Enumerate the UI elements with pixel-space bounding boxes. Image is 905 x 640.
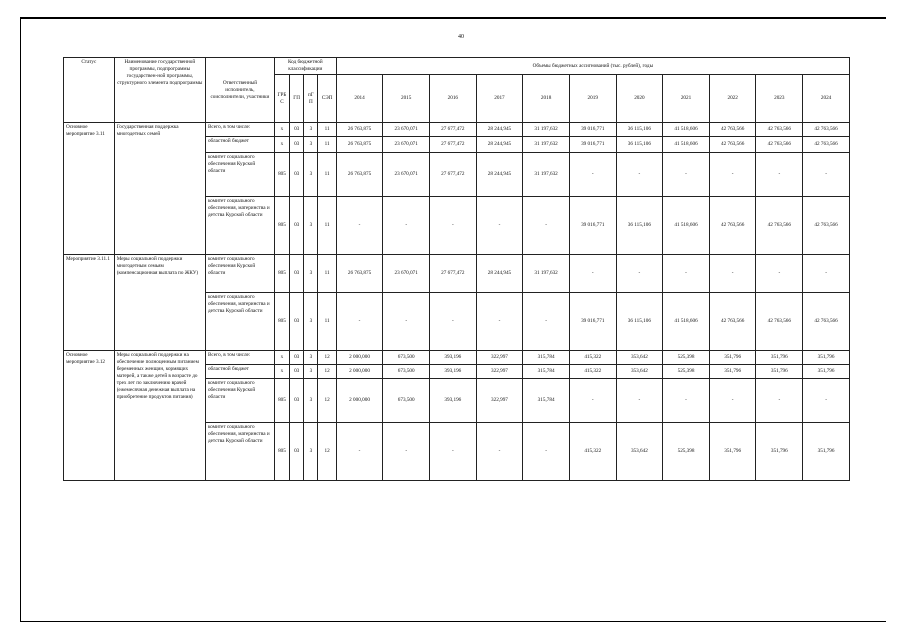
value-cell-2019: 415,322 <box>569 423 616 481</box>
value-cell-2023: 42 763,566 <box>756 293 803 351</box>
table-row <box>64 255 850 293</box>
code-cell: 03 <box>290 255 304 293</box>
value-cell-2016: 393,196 <box>430 351 477 365</box>
value-cell-2015: - <box>383 293 430 351</box>
value-cell-2021: 525,398 <box>663 423 710 481</box>
budget-table <box>63 57 850 481</box>
executor-cell: комитет социального обеспечения Курской области <box>205 153 274 197</box>
status-cell: Основное мероприятие 3.12 <box>64 351 115 481</box>
value-cell-2019: - <box>569 379 616 423</box>
value-cell-2023: 42 763,566 <box>756 197 803 255</box>
value-cell-2016: 27 677,472 <box>430 123 477 137</box>
value-cell-2017: 28 244,945 <box>476 123 523 137</box>
header-year-2019: 2019 <box>569 75 616 123</box>
header-code-1: ГП <box>290 75 304 123</box>
value-cell-2019: - <box>569 153 616 197</box>
value-cell-2014: 2 000,000 <box>336 351 383 365</box>
executor-cell: комитет социального обеспечения Курской области <box>205 379 274 423</box>
value-cell-2014: - <box>336 293 383 351</box>
code-cell: 3 <box>304 153 318 197</box>
header-volume-group: Объемы бюджетных ассигнований (тыс. рублей), годы <box>336 58 849 75</box>
value-cell-2024: 42 763,566 <box>803 293 850 351</box>
value-cell-2017: 28 244,945 <box>476 153 523 197</box>
value-cell-2024: - <box>803 379 850 423</box>
value-cell-2022: - <box>709 153 756 197</box>
value-cell-2016: 27 677,472 <box>430 137 477 153</box>
value-cell-2014: 26 763,875 <box>336 255 383 293</box>
table-row <box>64 123 850 137</box>
value-cell-2023: 351,796 <box>756 351 803 365</box>
code-cell: 12 <box>318 365 336 379</box>
value-cell-2017: 322,997 <box>476 351 523 365</box>
header-year-2024: 2024 <box>803 75 850 123</box>
code-cell: х <box>274 137 289 153</box>
value-cell-2023: - <box>756 255 803 293</box>
code-cell: 805 <box>274 379 289 423</box>
value-cell-2014: 26 763,875 <box>336 123 383 137</box>
code-cell: 805 <box>274 255 289 293</box>
code-cell: 3 <box>304 293 318 351</box>
header-code-group: Код бюджетной классификации <box>274 58 336 75</box>
code-cell: 03 <box>290 351 304 365</box>
code-cell: 12 <box>318 351 336 365</box>
value-cell-2021: - <box>663 379 710 423</box>
value-cell-2015: - <box>383 197 430 255</box>
page-number: 40 <box>458 34 464 40</box>
value-cell-2015: 23 670,071 <box>383 123 430 137</box>
code-cell: 03 <box>290 379 304 423</box>
value-cell-2020: 353,642 <box>616 351 663 365</box>
status-cell: Мероприятие 3.11.1 <box>64 255 115 351</box>
code-cell: 3 <box>304 351 318 365</box>
code-cell: 805 <box>274 197 289 255</box>
value-cell-2018: - <box>523 293 570 351</box>
value-cell-2016: - <box>430 423 477 481</box>
value-cell-2020: - <box>616 379 663 423</box>
value-cell-2015: 23 670,071 <box>383 137 430 153</box>
value-cell-2022: 42 763,566 <box>709 137 756 153</box>
value-cell-2020: 353,642 <box>616 423 663 481</box>
value-cell-2017: - <box>476 423 523 481</box>
program-name-cell: Меры социальной поддержки на обеспечение полноценным питанием беременных женщин, кормящих матерей, а также детей в возрасте до трех лет по заключению врачей (ежемесячная денежная выплата на приобретение продуктов питания) <box>114 351 205 481</box>
value-cell-2019: 39 016,771 <box>569 137 616 153</box>
value-cell-2022: 42 763,566 <box>709 197 756 255</box>
value-cell-2018: 31 197,632 <box>523 123 570 137</box>
code-cell: 3 <box>304 255 318 293</box>
header-year-2020: 2020 <box>616 75 663 123</box>
header-year-2015: 2015 <box>383 75 430 123</box>
header-name: Наименование государственной программы, подпрограммы государствен-ной программы, структурного элемента подпрограммы <box>114 58 205 123</box>
value-cell-2017: - <box>476 197 523 255</box>
value-cell-2015: 673,500 <box>383 365 430 379</box>
program-name-cell: Меры социальной поддержки многодетным семьям (компенсационная выплата по ЖКУ) <box>114 255 205 351</box>
value-cell-2022: 42 763,566 <box>709 123 756 137</box>
value-cell-2023: - <box>756 153 803 197</box>
value-cell-2014: 26 763,875 <box>336 153 383 197</box>
value-cell-2014: 2 000,000 <box>336 379 383 423</box>
value-cell-2017: - <box>476 293 523 351</box>
code-cell: 805 <box>274 153 289 197</box>
value-cell-2022: 42 763,566 <box>709 293 756 351</box>
value-cell-2024: - <box>803 153 850 197</box>
code-cell: 03 <box>290 365 304 379</box>
value-cell-2022: - <box>709 379 756 423</box>
value-cell-2020: 36 115,106 <box>616 293 663 351</box>
executor-cell: областной бюджет <box>205 137 274 153</box>
value-cell-2019: 415,322 <box>569 351 616 365</box>
value-cell-2021: 41 518,606 <box>663 123 710 137</box>
value-cell-2017: 322,997 <box>476 379 523 423</box>
value-cell-2014: - <box>336 423 383 481</box>
header-year-2016: 2016 <box>430 75 477 123</box>
table-row <box>64 351 850 365</box>
value-cell-2015: 673,500 <box>383 351 430 365</box>
value-cell-2019: 39 016,771 <box>569 293 616 351</box>
value-cell-2021: - <box>663 153 710 197</box>
value-cell-2021: 41 518,606 <box>663 197 710 255</box>
header-year-2018: 2018 <box>523 75 570 123</box>
value-cell-2016: - <box>430 197 477 255</box>
value-cell-2014: - <box>336 197 383 255</box>
executor-cell: Всего, в том числе: <box>205 123 274 137</box>
status-cell: Основное мероприятие 3.11 <box>64 123 115 255</box>
code-cell: 12 <box>318 379 336 423</box>
value-cell-2022: 351,796 <box>709 423 756 481</box>
value-cell-2024: 42 763,566 <box>803 197 850 255</box>
value-cell-2024: 351,796 <box>803 365 850 379</box>
value-cell-2022: 351,796 <box>709 365 756 379</box>
value-cell-2021: 525,398 <box>663 351 710 365</box>
code-cell: 3 <box>304 197 318 255</box>
code-cell: 805 <box>274 423 289 481</box>
value-cell-2019: 39 016,771 <box>569 197 616 255</box>
value-cell-2018: 31 197,632 <box>523 153 570 197</box>
value-cell-2016: - <box>430 293 477 351</box>
value-cell-2021: 525,398 <box>663 365 710 379</box>
code-cell: 03 <box>290 137 304 153</box>
header-executor: Ответственный исполнитель, соисполнители, участники <box>205 58 274 123</box>
value-cell-2016: 393,196 <box>430 379 477 423</box>
value-cell-2023: 42 763,566 <box>756 137 803 153</box>
value-cell-2018: 31 197,632 <box>523 255 570 293</box>
header-code-0: ГРБС <box>274 75 289 123</box>
code-cell: 11 <box>318 123 336 137</box>
value-cell-2015: 23 670,071 <box>383 255 430 293</box>
value-cell-2022: 351,796 <box>709 351 756 365</box>
value-cell-2020: 36 115,106 <box>616 137 663 153</box>
program-name-cell: Государственная поддержка многодетных семей <box>114 123 205 255</box>
header-code-2: пГП <box>304 75 318 123</box>
value-cell-2023: 351,796 <box>756 423 803 481</box>
code-cell: х <box>274 123 289 137</box>
header-year-2023: 2023 <box>756 75 803 123</box>
code-cell: х <box>274 351 289 365</box>
code-cell: 3 <box>304 423 318 481</box>
value-cell-2024: - <box>803 255 850 293</box>
value-cell-2021: 41 518,606 <box>663 293 710 351</box>
value-cell-2016: 393,196 <box>430 365 477 379</box>
header-year-2014: 2014 <box>336 75 383 123</box>
executor-cell: комитет социального обеспечения, материнства и детства Курской области <box>205 293 274 351</box>
value-cell-2018: 315,784 <box>523 365 570 379</box>
header-code-3: СЭП <box>318 75 336 123</box>
value-cell-2017: 322,997 <box>476 365 523 379</box>
executor-cell: комитет социального обеспечения, материнства и детства Курской области <box>205 423 274 481</box>
value-cell-2023: - <box>756 379 803 423</box>
value-cell-2015: 23 670,071 <box>383 153 430 197</box>
value-cell-2024: 351,796 <box>803 423 850 481</box>
code-cell: 03 <box>290 123 304 137</box>
executor-cell: комитет социального обеспечения Курской области <box>205 255 274 293</box>
code-cell: 11 <box>318 153 336 197</box>
value-cell-2018: 31 197,632 <box>523 137 570 153</box>
code-cell: 3 <box>304 365 318 379</box>
value-cell-2021: - <box>663 255 710 293</box>
value-cell-2018: - <box>523 197 570 255</box>
value-cell-2024: 42 763,566 <box>803 123 850 137</box>
value-cell-2014: 26 763,875 <box>336 137 383 153</box>
code-cell: 03 <box>290 293 304 351</box>
value-cell-2017: 28 244,945 <box>476 255 523 293</box>
value-cell-2018: 315,784 <box>523 351 570 365</box>
code-cell: 3 <box>304 379 318 423</box>
code-cell: 03 <box>290 197 304 255</box>
value-cell-2019: - <box>569 255 616 293</box>
value-cell-2022: - <box>709 255 756 293</box>
code-cell: 11 <box>318 293 336 351</box>
value-cell-2020: 36 115,106 <box>616 123 663 137</box>
code-cell: 03 <box>290 153 304 197</box>
code-cell: 11 <box>318 255 336 293</box>
value-cell-2023: 351,796 <box>756 365 803 379</box>
value-cell-2018: - <box>523 423 570 481</box>
value-cell-2015: - <box>383 423 430 481</box>
code-cell: 3 <box>304 137 318 153</box>
value-cell-2016: 27 677,472 <box>430 153 477 197</box>
executor-cell: Всего, в том числе: <box>205 351 274 365</box>
executor-cell: областной бюджет <box>205 365 274 379</box>
value-cell-2014: 2 000,000 <box>336 365 383 379</box>
value-cell-2015: 673,500 <box>383 379 430 423</box>
value-cell-2018: 315,784 <box>523 379 570 423</box>
value-cell-2020: 353,642 <box>616 365 663 379</box>
code-cell: 11 <box>318 197 336 255</box>
code-cell: 805 <box>274 293 289 351</box>
value-cell-2023: 42 763,566 <box>756 123 803 137</box>
code-cell: 12 <box>318 423 336 481</box>
value-cell-2016: 27 677,472 <box>430 255 477 293</box>
code-cell: 11 <box>318 137 336 153</box>
value-cell-2017: 28 244,945 <box>476 137 523 153</box>
executor-cell: комитет социального обеспечения, материнства и детства Курской области <box>205 197 274 255</box>
code-cell: 03 <box>290 423 304 481</box>
value-cell-2020: 36 115,106 <box>616 197 663 255</box>
value-cell-2019: 39 016,771 <box>569 123 616 137</box>
header-year-2017: 2017 <box>476 75 523 123</box>
header-year-2022: 2022 <box>709 75 756 123</box>
code-cell: 3 <box>304 123 318 137</box>
value-cell-2024: 42 763,566 <box>803 137 850 153</box>
code-cell: х <box>274 365 289 379</box>
value-cell-2021: 41 518,606 <box>663 137 710 153</box>
header-status: Статус <box>64 58 115 123</box>
value-cell-2020: - <box>616 153 663 197</box>
value-cell-2020: - <box>616 255 663 293</box>
value-cell-2024: 351,796 <box>803 351 850 365</box>
value-cell-2019: 415,322 <box>569 365 616 379</box>
header-year-2021: 2021 <box>663 75 710 123</box>
